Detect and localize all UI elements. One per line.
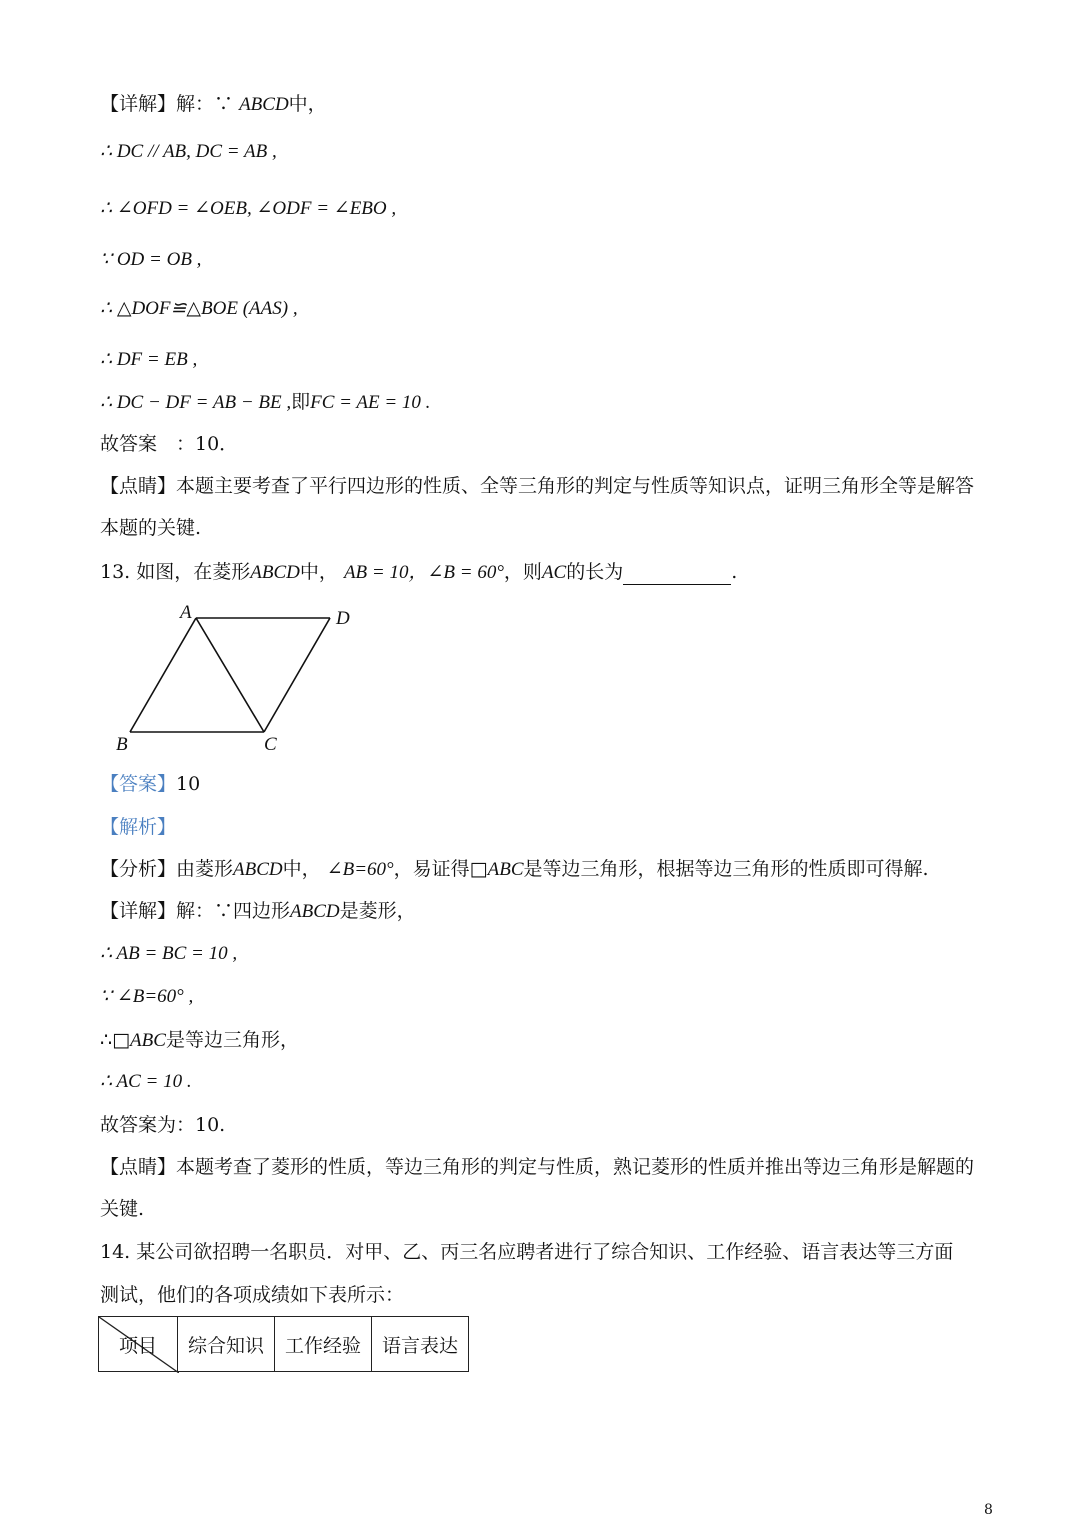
proof-line: ∴ AC = 10 . xyxy=(100,1071,192,1092)
detail-line-1: 【详解】解：∵四边形ABCD是菱形， xyxy=(100,900,416,922)
proof-line: ∴□ABC是等边三角形， xyxy=(100,1029,299,1051)
comment-label: 【点睛】 xyxy=(100,475,177,497)
vertex-label-b: B xyxy=(116,734,128,755)
proof-line: ∴ DF = EB , xyxy=(100,349,198,370)
diagonal-ac xyxy=(196,618,264,732)
answer-label: 【答案】 xyxy=(100,773,177,795)
table-header-cell: 工作经验 xyxy=(275,1317,372,1372)
proof-line: ∵ ∠B=60° , xyxy=(100,986,194,1007)
answer-value: 10 xyxy=(176,773,201,795)
table-header-cell: 综合知识 xyxy=(178,1317,275,1372)
vertex-label-a: A xyxy=(180,602,192,623)
proof-line: ∴ AB = BC = 10 , xyxy=(100,943,238,964)
table-header-cell: 语言表达 xyxy=(372,1317,469,1372)
answer-line: 故答案 ：10． xyxy=(100,433,239,455)
answer-row xyxy=(100,772,200,796)
comment-line-1: 【点睛】本题考查了菱形的性质，等边三角形的判定与性质，熟记菱形的性质并推出等边三角形是解题的 xyxy=(100,1156,975,1178)
proof-line: ∴ ∠OFD = ∠OEB, ∠ODF = ∠EBO , xyxy=(100,198,397,219)
comment-line-2: 关键. xyxy=(100,1198,145,1220)
detail-label: 【详解】 xyxy=(100,93,177,115)
question-14-stem-2: 测试，他们的各项成绩如下表所示： xyxy=(100,1284,405,1306)
side-ab xyxy=(130,618,196,732)
page-number: 8 xyxy=(984,1502,993,1518)
table-header-cell: 项目 xyxy=(118,1334,157,1357)
table-corner-cell xyxy=(99,1317,178,1372)
analysis-label: 【解析】 xyxy=(100,816,177,838)
rhombus-figure xyxy=(110,598,370,758)
answer-blank xyxy=(623,566,731,585)
analysis-line: 【分析】由菱形ABCD中， ∠B=60°，易证得□ABC是等边三角形，根据等边三角形的性质即可得解. xyxy=(100,858,929,880)
comment-line-2: 本题的关键. xyxy=(100,517,202,539)
vertex-label-c: C xyxy=(264,734,277,755)
proof-line: ∵ OD = OB , xyxy=(100,249,202,270)
question-14-stem-1: 14. 某公司欲招聘一名职员．对甲、乙、丙三名应聘者进行了综合知识、工作经验、语言表达等三方面 xyxy=(100,1241,954,1263)
proof-line: ∴ DC // AB, DC = AB , xyxy=(100,141,277,162)
proof-line: ∴ △DOF≌△BOE (AAS) , xyxy=(100,298,298,319)
side-cd xyxy=(264,618,330,732)
answer-line: 故答案为：10. xyxy=(100,1114,226,1136)
comment-line-1: 【点睛】本题主要考查了平行四边形的性质、全等三角形的判定与性质等知识点，证明三角形全等是解答 xyxy=(100,475,975,497)
score-table xyxy=(98,1316,469,1372)
proof-line: ∴ DC − DF = AB − BE ,即FC = AE = 10 . xyxy=(100,391,431,413)
question-13-stem: 13. 如图，在菱形ABCD中， AB = 10，∠B = 60°，则AC的长为 . xyxy=(100,561,738,583)
vertex-label-d: D xyxy=(336,608,350,629)
table-header-row xyxy=(99,1317,469,1372)
detail-line-1: 【详解】解：∵ ABCD中， xyxy=(100,93,327,115)
